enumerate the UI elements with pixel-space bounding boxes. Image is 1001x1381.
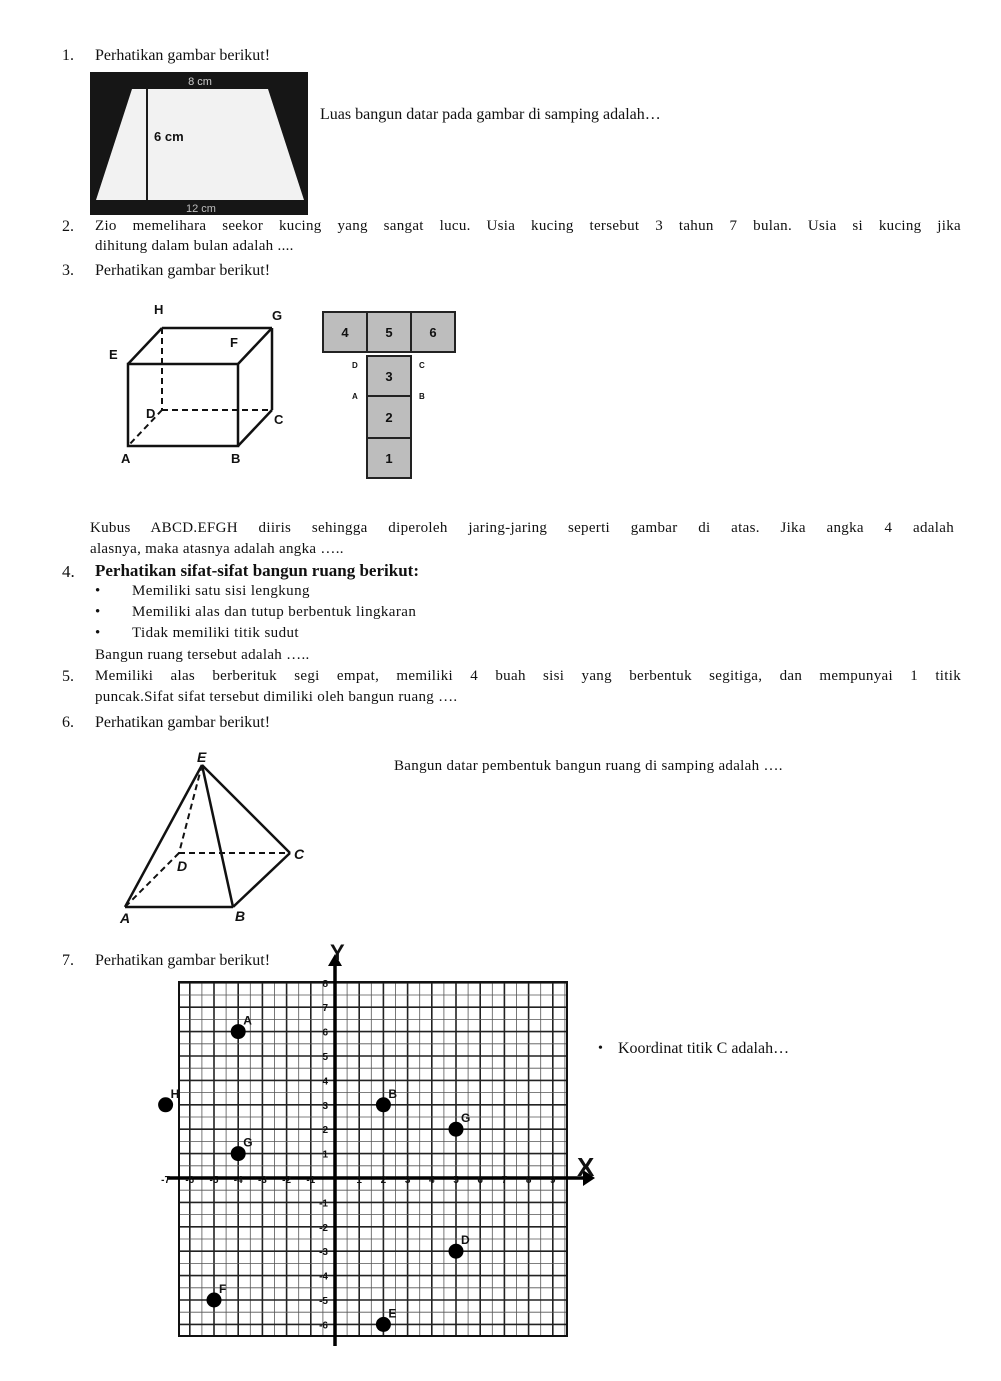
q1-trapezoid-figure — [90, 72, 308, 215]
q7-coordinate-grid — [161, 938, 605, 1353]
y-tick-label: 8 — [322, 978, 328, 990]
x-axis-label: X — [577, 1152, 595, 1182]
y-tick-label: 1 — [322, 1149, 328, 1161]
net-face-6-label: 6 — [429, 325, 437, 340]
q1-trapezoid-shape — [96, 89, 304, 200]
q6-number: 6. — [62, 714, 74, 731]
y-tick-label: 7 — [322, 1003, 328, 1015]
q4-number: 4. — [62, 562, 75, 581]
x-tick-label: 2 — [380, 1175, 387, 1186]
q2-text-line1: Zio memelihara seekor kucing yang sangat lucu. Usia kucing tersebut 3 tahun 7 bulan. Usia si kucing jika — [95, 218, 961, 234]
q3-text-line2: alasnya, maka atasnya adalah angka ….. — [90, 541, 344, 557]
y-tick-label: -3 — [319, 1247, 328, 1259]
point-label-b: B — [388, 1086, 398, 1101]
x-tick-label: 3 — [404, 1175, 411, 1186]
cube-label-h: H — [154, 302, 164, 317]
q1-height-label: 6 cm — [154, 129, 184, 144]
axes — [167, 954, 595, 1346]
q4-heading: Perhatikan sifat-sifat bangun ruang berikut: — [95, 561, 419, 580]
net-corner-b: B — [419, 392, 425, 401]
net-face-2-label: 2 — [385, 410, 393, 425]
q5-number: 5. — [62, 668, 74, 685]
x-tick-label: -7 — [161, 1175, 171, 1186]
pyramid-label-a: A — [120, 910, 131, 926]
x-tick-label: 5 — [453, 1175, 459, 1186]
net-face-5-label: 5 — [385, 325, 393, 340]
q7-side-text: Koordinat titik C adalah… — [618, 1040, 790, 1057]
point-label-e: E — [388, 1306, 397, 1321]
q1-bottom-label: 12 cm — [186, 203, 216, 215]
cube-label-b: B — [231, 451, 241, 466]
x-tick-label: -1 — [306, 1175, 316, 1186]
x-tick-label: -4 — [233, 1175, 243, 1186]
y-tick-label: 2 — [322, 1125, 328, 1137]
q1-top-label: 8 cm — [188, 76, 212, 88]
y-tick-label: 3 — [322, 1100, 328, 1112]
x-tick-label: 9 — [550, 1175, 556, 1186]
cube-label-a: A — [121, 451, 131, 466]
y-tick-label: -6 — [319, 1320, 328, 1332]
q6-prompt: Perhatikan gambar berikut! — [95, 714, 271, 731]
net-corner-a: A — [352, 392, 358, 401]
y-tick-label: -4 — [319, 1271, 328, 1283]
q3-cube-figure — [96, 290, 301, 472]
q7-number: 7. — [62, 952, 74, 969]
x-tick-label: 6 — [477, 1175, 483, 1186]
q4-bullet-1-text: Memiliki satu sisi lengkung — [132, 583, 310, 599]
q3-cube-net-figure — [318, 306, 468, 484]
net-corner-c: C — [419, 361, 425, 370]
y-tick-label: 6 — [322, 1027, 328, 1039]
q4-bullet-1: • Memiliki satu sisi lengkung — [95, 583, 310, 599]
cube-front-face — [128, 364, 238, 446]
point-label-f: F — [219, 1282, 227, 1296]
point-label-g: G — [461, 1111, 471, 1126]
x-tick-label: 7 — [501, 1175, 508, 1186]
net-face-4-label: 4 — [341, 325, 349, 340]
q1-side-text: Luas bangun datar pada gambar di samping adalah… — [320, 106, 661, 123]
x-tick-label: 4 — [429, 1175, 435, 1186]
q4-bullet-3: • Tidak memiliki titik sudut — [95, 625, 299, 641]
q6-pyramid-figure — [105, 745, 325, 930]
y-tick-label: 5 — [322, 1052, 328, 1063]
q4-bullet-2-text: Memiliki alas dan tutup berbentuk lingkaran — [132, 604, 417, 620]
x-tick-label: -6 — [185, 1175, 195, 1186]
cube-label-e: E — [109, 347, 118, 362]
q3-number: 3. — [62, 262, 74, 279]
q3-text-line1: Kubus ABCD.EFGH diiris sehingga diperoleh jaring-jaring seperti gambar di atas. Jika angka 4 adalah — [90, 520, 954, 536]
plotted-points — [158, 1014, 470, 1332]
q1-prompt: Perhatikan gambar berikut! — [95, 47, 271, 64]
y-tick-label: 4 — [322, 1076, 328, 1088]
cube-label-f: F — [230, 335, 238, 350]
pyramid-label-e: E — [197, 749, 207, 765]
point-label-d: D — [461, 1233, 470, 1248]
q1-number: 1. — [62, 47, 74, 64]
net-corner-d: D — [352, 361, 358, 370]
q7-bullet-dot: • — [598, 1041, 603, 1056]
pyramid-label-d: D — [177, 858, 188, 874]
q4-closing: Bangun ruang tersebut adalah ….. — [95, 647, 310, 663]
cube-label-c: C — [274, 412, 284, 427]
point-label-g: G — [243, 1135, 253, 1150]
q4-bullet-2: • Memiliki alas dan tutup berbentuk lingkaran — [95, 604, 417, 620]
q5-text-line2: puncak.Sifat sifat tersebut dimiliki oleh bangun ruang …. — [95, 689, 458, 705]
cube-label-g: G — [272, 308, 283, 323]
net-face-1-label: 1 — [385, 451, 393, 466]
net-face-3-label: 3 — [385, 369, 393, 384]
x-tick-label: -2 — [282, 1175, 292, 1186]
point-label-a: A — [243, 1013, 252, 1028]
y-tick-label: -5 — [319, 1296, 328, 1307]
x-tick-label: 1 — [356, 1175, 362, 1186]
cube-label-d: D — [146, 406, 156, 421]
q3-prompt: Perhatikan gambar berikut! — [95, 262, 271, 279]
q6-side-text: Bangun datar pembentuk bangun ruang di samping adalah …. — [394, 758, 783, 774]
x-tick-label: -5 — [209, 1175, 219, 1186]
q2-number: 2. — [62, 218, 74, 235]
y-axis-label: Y — [330, 940, 345, 965]
pyramid-label-c: C — [294, 846, 305, 862]
q2-text-line2: dihitung dalam bulan adalah .... — [95, 238, 294, 254]
q5-text-line1: Memiliki alas berberituk segi empat, memiliki 4 buah sisi yang berbentuk segitiga, dan mempunyai 1 titik — [95, 668, 961, 684]
x-tick-label: -3 — [257, 1175, 267, 1186]
y-tick-label: -2 — [319, 1222, 328, 1234]
x-tick-label: 8 — [525, 1175, 532, 1186]
q7-prompt: Perhatikan gambar berikut! — [95, 952, 271, 969]
y-tick-label: -1 — [319, 1198, 328, 1210]
pyramid-label-b: B — [235, 908, 246, 924]
q4-bullet-3-text: Tidak memiliki titik sudut — [132, 625, 299, 641]
point-label-h: H — [170, 1086, 180, 1101]
cube-hidden-edges — [128, 328, 272, 446]
